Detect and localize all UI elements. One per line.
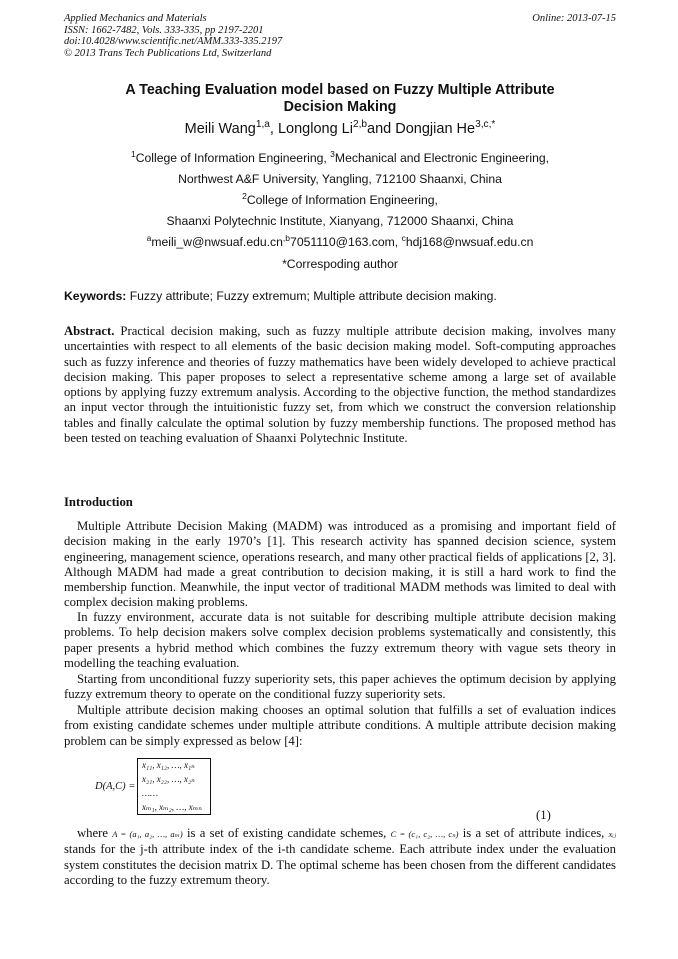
author-3: and Dongjian He <box>367 121 476 137</box>
affiliation-line-3 <box>64 190 616 207</box>
author-1-sup: 1,a <box>255 119 270 131</box>
doi: doi:10.4028/www.scientific.net/AMM.333-335.2197 <box>64 36 283 48</box>
journal-name: Applied Mechanics and Materials <box>64 13 207 24</box>
decision-matrix <box>137 758 211 815</box>
matrix-row-4: xₘ₁, xₘ₂, …, xₘₙ <box>142 802 202 812</box>
after-eq-text-1: is a set of existing candidate schemes, <box>182 826 391 840</box>
where-text: where <box>77 826 113 840</box>
aff-sup-3: 3 <box>330 148 335 159</box>
set-c-definition: C = (c₁, c₂, …, cₙ) <box>390 829 459 839</box>
keywords-text: Fuzzy attribute; Fuzzy extremum; Multiple attribute decision making. <box>126 289 497 303</box>
aff-text-1b: Mechanical and Electronic Engineering, <box>334 151 550 165</box>
author-2-sup: 2,b <box>352 119 368 131</box>
paper-title <box>64 82 616 116</box>
intro-paragraph-4: Multiple attribute decision making chooses an optimal solution that fulfills a set of evaluation indices from existing candidate schemes under multiple attribute conditions. A multiple attribute decision making problem can be simply expressed as below [4]: <box>64 703 616 748</box>
author-2: , Longlong Li <box>269 121 353 137</box>
equation-number: (1) <box>536 808 551 822</box>
introduction-heading: Introduction <box>64 495 133 509</box>
abstract-label: Abstract. <box>64 324 115 338</box>
author-1: Meili Wang <box>184 121 256 137</box>
author-3-sup: 3,c,* <box>475 119 496 131</box>
intro-paragraph-1: Multiple Attribute Decision Making (MADM) was introduced as a promising and important field of decision making in the early 1970’s [1]. This research activity has spanned decision science, system engineering, management science, operations research, and many other practical fields of applications [2, 3]. Although MADM had made a great contribution to decision making, it is still a hard work to find the membership function. Meanwhile, the input vector of traditional MADM methods was limited to deal with complex decision making problems. <box>64 519 616 610</box>
keywords-line <box>64 289 616 303</box>
intro-paragraph-3: Starting from unconditional fuzzy superiority sets, this paper achieves the optimum decision by applying fuzzy extremum theory to operate on the conditional fuzzy superiority sets. <box>64 672 616 702</box>
email-sup-a: a <box>146 232 152 243</box>
abstract-paragraph <box>64 324 616 446</box>
email-b[interactable]: 7051110@163.com, <box>290 235 402 249</box>
title-line-2: Decision Making <box>283 99 397 115</box>
after-equation-paragraph <box>64 826 616 888</box>
copyright: © 2013 Trans Tech Publications Ltd, Switzerland <box>64 47 272 59</box>
after-eq-text-2: is a set of attribute indices, <box>458 826 609 840</box>
issn: ISSN: 1662-7482, Vols. 333-335, pp 2197-2201 <box>64 24 264 36</box>
aff-sup-2: 2 <box>242 190 247 201</box>
matrix-row-3: …… <box>142 788 159 798</box>
running-header <box>64 13 616 59</box>
online-date: Online: 2013-07-15 <box>532 13 616 24</box>
title-line-1: A Teaching Evaluation model based on Fuzzy Multiple Attribute <box>125 82 555 98</box>
abstract-text: Practical decision making, such as fuzzy multiple attribute decision making, involves many uncertainties with respect to all elements of the basic decision making model. Soft-computing approaches such as fuzzy inference and theories of fuzzy mathematics have been widely developed to achieve practical decision making. This paper proposes to select a representative scheme among a large set of available options by applying fuzzy extremum analysis. According to the objective function, the method standardizes an input vector through the intuitionistic fuzzy set, from which we construct the conversion relationship tables and finally calculate the optimal solution by fuzzy membership functions. The proposed method has been tested on teaching evaluation of Shaanxi Polytechnic Institute. <box>64 324 616 446</box>
xij-symbol: xᵢⱼ <box>608 829 616 839</box>
after-eq-text-3: stands for the j-th attribute index of the i-th candidate scheme. Each attribute index under the evaluation system constitutes the decision matrix D. The optimal scheme has been chosen from the different candidates according to the fuzzy extremum theory. <box>64 842 616 887</box>
affiliation-line-4: Shaanxi Polytechnic Institute, Xianyang, 712000 Shaanxi, China <box>166 214 514 228</box>
email-sup-c: c <box>401 232 406 243</box>
set-a-definition: A = (a₁, a₂, …, aₘ) <box>112 829 183 839</box>
matrix-row-2: x₂₁, x₂₂, …, x₂ₙ <box>142 774 195 784</box>
aff-sup-1: 1 <box>130 148 136 159</box>
affiliation-line-1 <box>64 148 616 165</box>
email-c[interactable]: hdj168@nwsuaf.edu.cn <box>405 235 534 249</box>
email-sup-b: ,b <box>282 232 291 243</box>
keywords-label: Keywords: <box>64 289 127 303</box>
aff-text-1a: College of Information Engineering, <box>135 151 331 165</box>
matrix-row-1: x₁₁, x₁₂, …, x₁ₙ <box>142 760 195 770</box>
aff-text-3: College of Information Engineering, <box>246 193 438 207</box>
email-a[interactable]: meili_w@nwsuaf.edu.cn <box>151 235 283 249</box>
matrix-label: D(A,C) = <box>95 781 136 792</box>
corresponding-note: *Correspoding author <box>282 257 398 271</box>
email-line <box>64 232 616 249</box>
author-list <box>64 121 616 137</box>
affiliation-line-2: Northwest A&F University, Yangling, 712100 Shaanxi, China <box>178 172 502 186</box>
intro-paragraph-2: In fuzzy environment, accurate data is not suitable for describing multiple attribute decision making problems. To help decision makers solve complex decision problems systematically and consistently, this paper presents a hybrid method which combines the fuzzy extremum theory with vague sets theory in modelling the teaching evaluation. <box>64 610 616 670</box>
